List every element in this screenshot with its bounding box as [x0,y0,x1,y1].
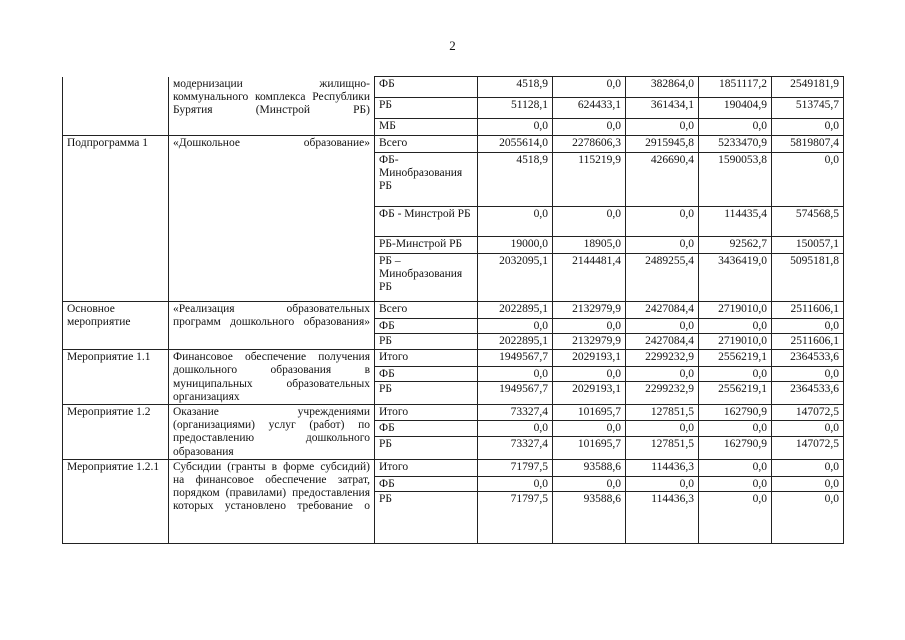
value-cell: 2132979,9 [553,334,626,350]
funding-source-cell: Итого [375,459,478,476]
table-row [63,459,844,476]
funding-source-cell: ФБ [375,421,478,437]
value-cell: 0,0 [699,476,772,491]
value-cell: 71797,5 [478,459,553,476]
value-cell: 0,0 [626,207,699,237]
value-cell: 2364533,6 [772,350,844,366]
value-cell: 2427084,4 [626,302,699,319]
table-row [63,77,844,98]
value-cell: 2511606,1 [772,302,844,319]
value-cell: 2364533,6 [772,382,844,405]
table-row [63,302,844,319]
page-number: 2 [449,38,456,53]
value-cell: 0,0 [772,421,844,437]
value-cell: 0,0 [553,77,626,98]
value-cell: 0,0 [699,492,772,544]
funding-source-cell: РБ [375,382,478,405]
value-cell: 147072,5 [772,405,844,421]
value-cell: 0,0 [553,319,626,334]
value-cell: 0,0 [772,153,844,207]
value-cell: 2022895,1 [478,334,553,350]
value-cell: 73327,4 [478,405,553,421]
value-cell: 2427084,4 [626,334,699,350]
value-cell: 0,0 [772,459,844,476]
value-cell: 0,0 [699,421,772,437]
value-cell: 574568,5 [772,207,844,237]
funding-source-cell: РБ [375,492,478,544]
value-cell: 1851117,2 [699,77,772,98]
value-cell: 2144481,4 [553,254,626,302]
value-cell: 0,0 [772,476,844,491]
value-cell: 0,0 [626,319,699,334]
value-cell: 150057,1 [772,237,844,254]
value-cell: 2719010,0 [699,334,772,350]
value-cell: 1590053,8 [699,153,772,207]
value-cell: 382864,0 [626,77,699,98]
budget-table [62,76,844,544]
funding-source-cell: ФБ [375,319,478,334]
value-cell: 0,0 [626,237,699,254]
value-cell: 0,0 [626,421,699,437]
value-cell: 0,0 [478,476,553,491]
value-cell: 0,0 [553,366,626,382]
value-cell: 0,0 [553,119,626,136]
value-cell: 2299232,9 [626,382,699,405]
value-cell: 0,0 [699,119,772,136]
table-row [63,350,844,366]
funding-source-cell: Итого [375,405,478,421]
value-cell: 101695,7 [553,437,626,460]
section-cell: Основное мероприятие [63,302,169,350]
value-cell: 4518,9 [478,153,553,207]
item-name-cell: «Дошкольное образование» [169,136,375,302]
value-cell: 5233470,9 [699,136,772,153]
value-cell: 2915945,8 [626,136,699,153]
value-cell: 2029193,1 [553,350,626,366]
value-cell: 2055614,0 [478,136,553,153]
value-cell: 0,0 [699,319,772,334]
value-cell: 2278606,3 [553,136,626,153]
funding-source-cell: ФБ [375,476,478,491]
value-cell: 426690,4 [626,153,699,207]
value-cell: 2022895,1 [478,302,553,319]
value-cell: 93588,6 [553,492,626,544]
value-cell: 127851,5 [626,437,699,460]
value-cell: 162790,9 [699,405,772,421]
value-cell: 147072,5 [772,437,844,460]
item-name-cell: «Реализация образовательных программ дошкольного образования» [169,302,375,350]
value-cell: 0,0 [772,119,844,136]
value-cell: 2556219,1 [699,350,772,366]
value-cell: 1949567,7 [478,350,553,366]
value-cell: 190404,9 [699,98,772,119]
table-row [63,405,844,421]
value-cell: 2549181,9 [772,77,844,98]
value-cell: 2489255,4 [626,254,699,302]
value-cell: 114436,3 [626,492,699,544]
value-cell: 624433,1 [553,98,626,119]
value-cell: 114435,4 [699,207,772,237]
value-cell: 2132979,9 [553,302,626,319]
funding-source-cell: ФБ [375,366,478,382]
funding-source-cell: МБ [375,119,478,136]
value-cell: 101695,7 [553,405,626,421]
value-cell: 115219,9 [553,153,626,207]
value-cell: 3436419,0 [699,254,772,302]
value-cell: 4518,9 [478,77,553,98]
value-cell: 51128,1 [478,98,553,119]
value-cell: 0,0 [772,492,844,544]
value-cell: 2719010,0 [699,302,772,319]
section-cell: Мероприятие 1.2 [63,405,169,460]
value-cell: 0,0 [478,207,553,237]
value-cell: 73327,4 [478,437,553,460]
value-cell: 2032095,1 [478,254,553,302]
value-cell: 5819807,4 [772,136,844,153]
value-cell: 0,0 [772,319,844,334]
value-cell: 71797,5 [478,492,553,544]
value-cell: 1949567,7 [478,382,553,405]
value-cell: 2029193,1 [553,382,626,405]
value-cell: 0,0 [553,476,626,491]
value-cell: 0,0 [478,319,553,334]
value-cell: 162790,9 [699,437,772,460]
funding-source-cell: ФБ - Минстрой РБ [375,207,478,237]
value-cell: 114436,3 [626,459,699,476]
funding-source-cell: РБ – Минобразования РБ [375,254,478,302]
value-cell: 2511606,1 [772,334,844,350]
funding-source-cell: ФБ-Минобразования РБ [375,153,478,207]
table-row [63,136,844,153]
funding-source-cell: Всего [375,302,478,319]
value-cell: 127851,5 [626,405,699,421]
funding-source-cell: РБ [375,98,478,119]
value-cell: 0,0 [699,366,772,382]
funding-source-cell: Итого [375,350,478,366]
section-cell [63,77,169,136]
section-cell: Подпрограмма 1 [63,136,169,302]
item-name-cell: Субсидии (гранты в форме субсидий) на финансовое обеспечение затрат, порядком (правилами) предоставления которых установлено требование о [169,459,375,543]
value-cell: 0,0 [478,421,553,437]
value-cell: 0,0 [478,119,553,136]
funding-source-cell: РБ [375,437,478,460]
value-cell: 0,0 [553,207,626,237]
value-cell: 0,0 [626,119,699,136]
section-cell: Мероприятие 1.1 [63,350,169,405]
funding-source-cell: ФБ [375,77,478,98]
value-cell: 5095181,8 [772,254,844,302]
value-cell: 93588,6 [553,459,626,476]
value-cell: 0,0 [772,366,844,382]
value-cell: 18905,0 [553,237,626,254]
funding-source-cell: РБ [375,334,478,350]
value-cell: 0,0 [478,366,553,382]
value-cell: 361434,1 [626,98,699,119]
value-cell: 0,0 [553,421,626,437]
funding-source-cell: Всего [375,136,478,153]
funding-source-cell: РБ-Минстрой РБ [375,237,478,254]
item-name-cell: Финансовое обеспечение получения дошкольного образования в муниципальных образовательных организациях [169,350,375,405]
section-cell: Мероприятие 1.2.1 [63,459,169,543]
value-cell: 0,0 [699,459,772,476]
item-name-cell: модернизации жилищно-коммунального комплекса Республики Бурятия (Минстрой РБ) [169,77,375,136]
value-cell: 513745,7 [772,98,844,119]
item-name-cell: Оказание учреждениями (организациями) услуг (работ) по предоставлению дошкольного образования [169,405,375,460]
value-cell: 0,0 [626,476,699,491]
value-cell: 19000,0 [478,237,553,254]
value-cell: 92562,7 [699,237,772,254]
value-cell: 2556219,1 [699,382,772,405]
value-cell: 2299232,9 [626,350,699,366]
value-cell: 0,0 [626,366,699,382]
